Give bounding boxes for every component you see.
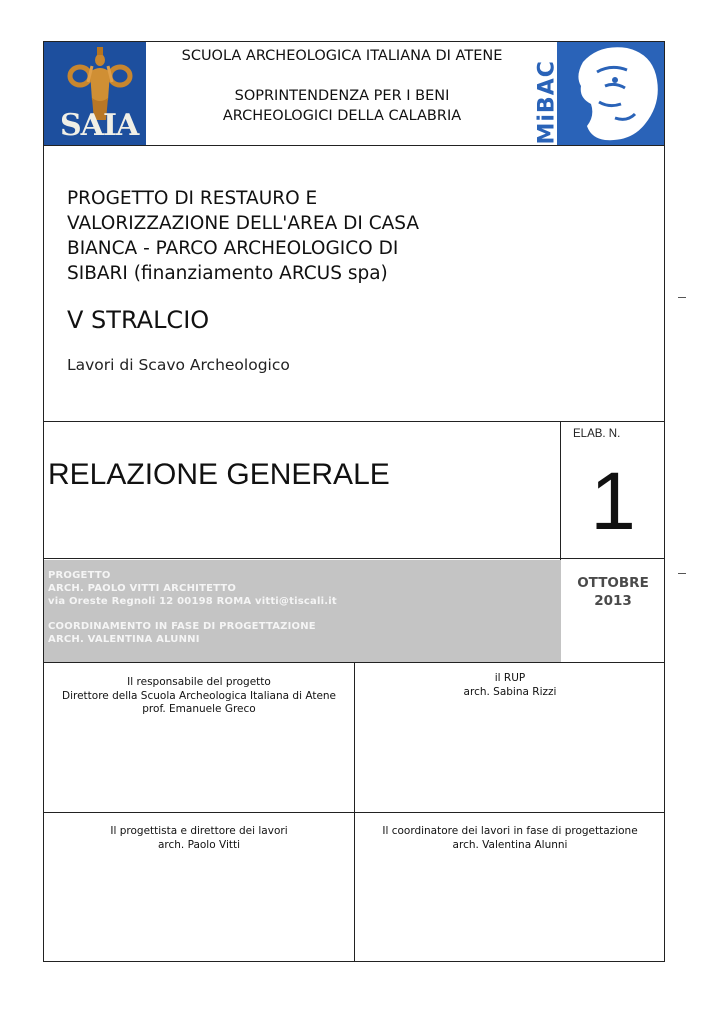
margin-mark <box>678 573 686 574</box>
signature-line: Il coordinatore dei lavori in fase di progettazione <box>382 825 638 837</box>
signature-block-responsabile <box>44 676 354 717</box>
signature-line: prof. Emanuele Greco <box>142 703 256 715</box>
project-title <box>67 186 497 286</box>
title-divider <box>44 558 664 559</box>
signature-block-rup <box>355 672 665 699</box>
credits-band <box>44 560 561 662</box>
credits-line: ARCH. PAOLO VITTI ARCHITETTO <box>48 583 237 594</box>
credits-line: COORDINAMENTO IN FASE DI PROGETTAZIONE <box>48 621 316 632</box>
project-title-line: SIBARI (finanziamento ARCUS spa) <box>67 263 388 284</box>
credits-line: via Oreste Regnoli 12 00198 ROMA vitti@tiscali.it <box>48 596 337 607</box>
project-title-line: VALORIZZAZIONE DELL'AREA DI CASA <box>67 213 420 234</box>
signature-line: Il progettista e direttore dei lavori <box>110 825 288 837</box>
elab-number: 1 <box>590 456 636 547</box>
credits-line: PROGETTO <box>48 570 111 581</box>
stralcio-heading: V STRALCIO <box>67 306 210 334</box>
project-divider <box>44 421 664 422</box>
signature-block-coordinatore <box>355 825 665 852</box>
credits-line: ARCH. VALENTINA ALUNNI <box>48 634 200 645</box>
signature-line: Direttore della Scuola Archeologica Italiana di Atene <box>61 689 337 702</box>
mibac-logo-text: MiBAC <box>535 60 560 145</box>
mibac-logo <box>535 42 664 145</box>
date-month: OTTOBRE <box>577 575 649 591</box>
signature-line: arch. Valentina Alunni <box>452 838 568 851</box>
saia-logo <box>44 42 146 145</box>
margin-mark <box>678 297 686 298</box>
header-calabria: ARCHEOLOGICI DELLA CALABRIA <box>222 108 462 124</box>
project-title-line: BIANCA - PARCO ARCHEOLOGICO DI <box>67 238 399 259</box>
elab-label: ELAB. N. <box>573 428 621 440</box>
project-subtitle: Lavori di Scavo Archeologico <box>67 356 290 374</box>
signature-line: Il responsabile del progetto <box>127 676 271 688</box>
saia-logo-text: SAIA <box>60 108 139 143</box>
signature-block-progettista <box>44 825 354 852</box>
date-year: 2013 <box>594 593 632 609</box>
header-soprintendenza: SOPRINTENDENZA PER I BENI <box>234 88 450 104</box>
signature-line: arch. Paolo Vitti <box>157 838 241 851</box>
header-school-name: SCUOLA ARCHEOLOGICA ITALIANA DI ATENE <box>181 48 503 64</box>
document-title: RELAZIONE GENERALE <box>48 458 390 491</box>
signature-line: arch. Sabina Rizzi <box>463 685 557 698</box>
signature-line: il RUP <box>494 672 526 684</box>
header-divider <box>44 145 664 146</box>
project-title-line: PROGETTO DI RESTAURO E <box>67 188 318 209</box>
signature-column-divider <box>354 662 355 961</box>
